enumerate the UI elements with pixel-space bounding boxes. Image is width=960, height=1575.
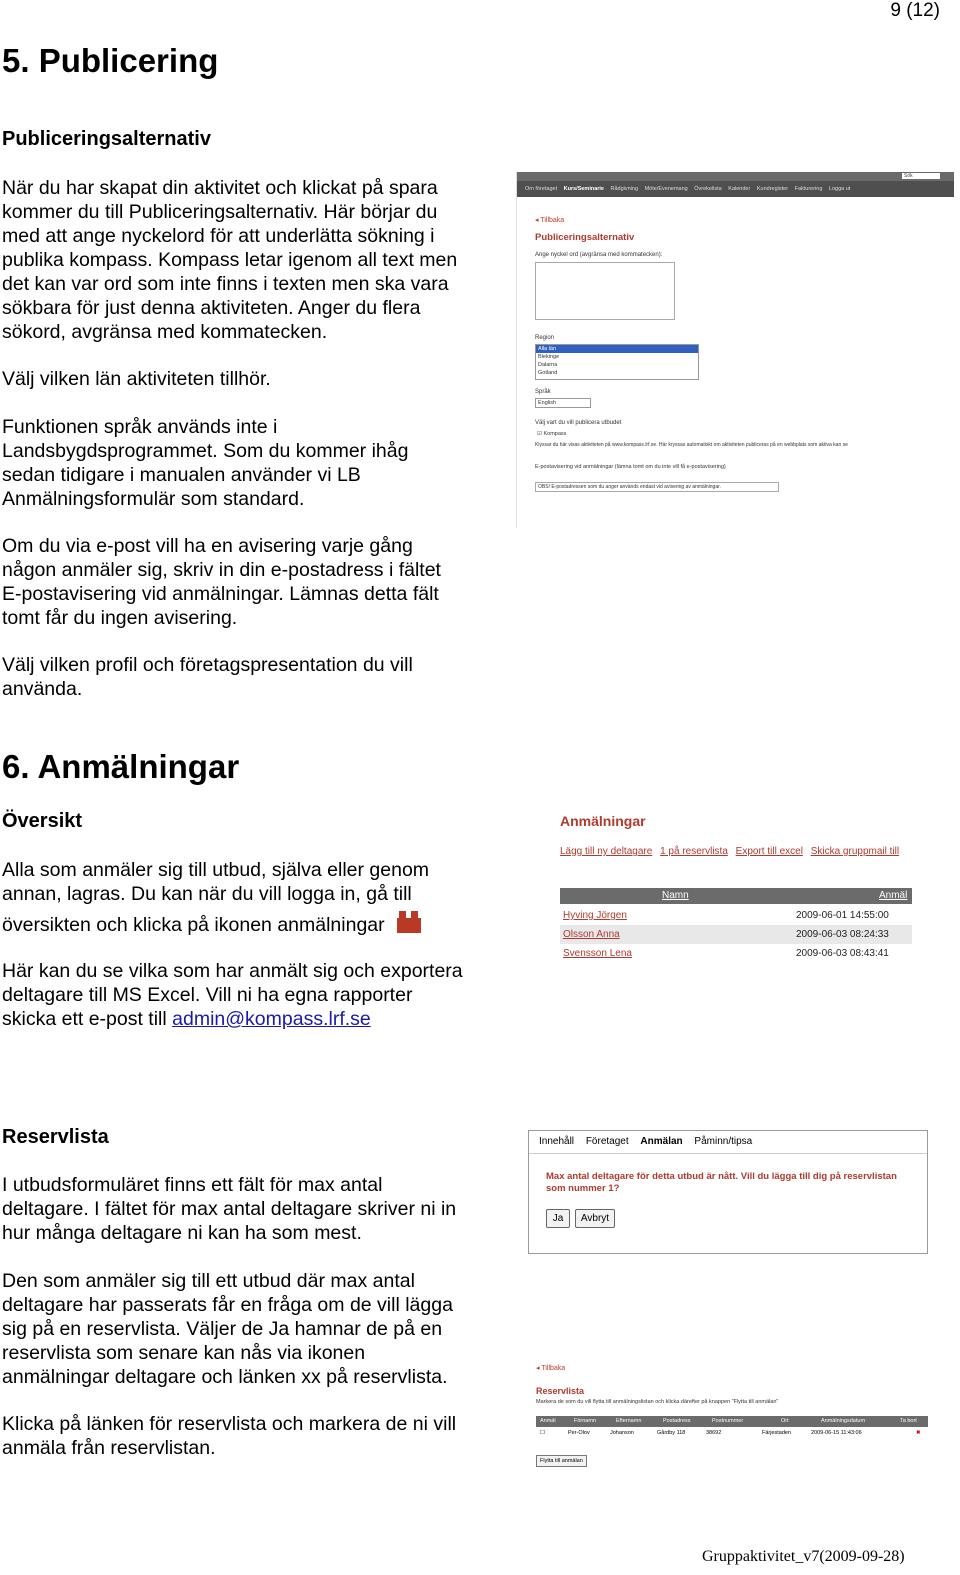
menu-item[interactable]: Om företaget xyxy=(525,186,558,192)
registration-date: 2009-06-03 08:43:41 xyxy=(796,948,889,959)
section-heading-anmalningar: 6. Anmälningar xyxy=(2,748,240,785)
column-header: Ta bort xyxy=(900,1418,917,1424)
column-header: Anmäl xyxy=(540,1418,556,1424)
cell: Färjestaden xyxy=(762,1430,792,1436)
text-line: anmälningar deltagare och länken xx på reservlista. xyxy=(2,1366,448,1388)
text-line: Om du via e-post vill ha en avisering varje gång xyxy=(2,535,413,557)
screenshot-publiceringsalternativ xyxy=(516,172,954,528)
text-line: anmäla från reservlistan. xyxy=(2,1437,216,1459)
admin-email-link[interactable]: admin@kompass.lrf.se xyxy=(172,1008,371,1030)
text-line: När du har skapat din aktivitet och klickat på spara xyxy=(2,177,438,199)
region-option[interactable]: Dalarna xyxy=(538,362,558,368)
screenshot-reserve-prompt xyxy=(528,1130,928,1254)
paragraph-overview xyxy=(2,858,429,937)
table-row xyxy=(560,925,912,944)
remove-icon[interactable]: ✖ xyxy=(916,1430,921,1436)
text-line: sig på en reservlista. Väljer de Ja hamnar de på en xyxy=(2,1318,443,1340)
text-line: Funktionen språk används inte i xyxy=(2,416,278,438)
table-row xyxy=(560,906,912,925)
registration-date: 2009-06-01 14:55:00 xyxy=(796,910,889,921)
paragraph-region xyxy=(2,367,271,391)
email-field[interactable]: OBS! E-postadressen som du anger används endast vid avisering av anmälningar. xyxy=(535,482,779,492)
back-link[interactable]: ◂ Tillbaka xyxy=(535,217,565,224)
language-select[interactable]: English xyxy=(535,398,591,408)
menu-item[interactable]: Rådgivning xyxy=(610,186,639,192)
region-list[interactable] xyxy=(535,344,699,380)
menu-item[interactable]: Kundregister xyxy=(756,186,789,192)
action-links xyxy=(560,846,904,857)
paragraph-export xyxy=(2,959,463,1031)
keywords-label: Ange nyckel ord (avgränsa med kommatecken): xyxy=(535,252,663,258)
region-option-selected[interactable]: Alla län xyxy=(536,345,698,353)
participant-name-link[interactable]: Hyving Jörgen xyxy=(563,910,627,921)
section-heading-publicering: 5. Publicering xyxy=(2,42,219,79)
paragraph-profile xyxy=(2,653,413,701)
subheading-reservlista: Reservlista xyxy=(2,1126,109,1148)
language-label: Språk xyxy=(535,389,551,395)
text-line: använda. xyxy=(2,678,83,700)
text-line: någon anmäler sig, skriv in din e-postadress i fältet xyxy=(2,559,441,581)
table-header xyxy=(560,888,912,904)
paragraph-max-participants xyxy=(2,1173,456,1245)
screenshot-reservlista xyxy=(530,1360,928,1470)
table-row xyxy=(560,944,912,963)
publish-option: Kompass xyxy=(543,431,567,437)
subheading-publiceringsalternativ: Publiceringsalternativ xyxy=(2,128,211,150)
cell: Johanson xyxy=(610,1430,634,1436)
publish-note: Klyssar du här visas aktiviteten på www.kompass.lrf.se. Här kryssas automatiskt om aktiviteten publiceras på en webbplats som aktiva kan se xyxy=(535,442,848,448)
select-checkbox[interactable]: ☐ xyxy=(540,1430,545,1436)
cell: Per-Olov xyxy=(568,1430,590,1436)
region-label: Region xyxy=(535,335,555,341)
subheading-oversikt: Översikt xyxy=(2,810,83,832)
region-option[interactable]: Blekinge xyxy=(538,354,560,360)
menu-item[interactable]: Övrekelista xyxy=(694,186,722,192)
publish-checkbox[interactable]: ☑ Kompass xyxy=(537,431,567,437)
text-line: Klicka på länken för reservlista och markera de ni vill xyxy=(2,1413,457,1435)
table-header xyxy=(536,1416,928,1427)
paragraph-keywords xyxy=(2,176,457,344)
text-line: översikten och klicka på ikonen anmälningar xyxy=(2,914,385,936)
paragraph-language xyxy=(2,415,408,511)
column-header[interactable]: Anmälningsdatum xyxy=(821,1418,866,1424)
text-line: Alla som anmäler sig till utbud, själva eller genom xyxy=(2,859,430,881)
column-header[interactable]: Postnummer xyxy=(712,1418,744,1424)
text-line: det kan var ord som inte finns i texten men ska vara xyxy=(2,273,449,295)
column-header[interactable]: Ort xyxy=(781,1418,789,1424)
back-link[interactable]: ◂ Tillbaka xyxy=(536,1365,566,1372)
column-header[interactable]: Förnamn xyxy=(574,1418,597,1424)
text-line: sökbara för just denna aktiviteten. Anger du flera xyxy=(2,297,421,319)
text-line: publika kompass. Kompass letar igenom all text men xyxy=(2,249,458,271)
keywords-textarea[interactable] xyxy=(535,262,675,320)
text-line: deltagare. I fältet för max antal deltagare skriver ni in xyxy=(2,1198,457,1220)
export-excel-link[interactable]: Export till excel xyxy=(735,846,803,857)
instruction-note: Markera de som du vill flytta till anmälningslistan och klicka därefter på knappen "Flytta till anmälan" xyxy=(536,1399,779,1405)
paragraph-move-from-reserve xyxy=(2,1412,456,1460)
top-bar xyxy=(517,172,954,181)
text-line: sökord, avgränsa med kommatecken. xyxy=(2,321,328,343)
text-line: deltagare till MS Excel. Vill ni ha egna rapporter xyxy=(2,984,413,1006)
text-line: sedan tidigare i manualen använder vi LB xyxy=(2,464,361,486)
text-line: Här kan du se vilka som har anmält sig och exportera xyxy=(2,960,463,982)
text-line: Den som anmäler sig till ett utbud där max antal xyxy=(2,1270,415,1292)
menu-item[interactable]: Fakturering xyxy=(794,186,823,192)
text-line: Landsbygdsprogrammet. Som du kommer ihåg xyxy=(2,440,409,462)
table-row xyxy=(536,1428,928,1439)
cell: 38692 xyxy=(706,1430,722,1436)
move-to-registration-button[interactable]: Flytta till anmälan xyxy=(536,1455,587,1467)
tab-paminn-tipsa[interactable]: Påminn/tipsa xyxy=(694,1136,753,1147)
page-number: 9 (12) xyxy=(890,0,940,21)
main-menu xyxy=(517,181,954,197)
reserve-list-link[interactable]: 1 på reservlista xyxy=(660,846,728,857)
text-line: I utbudsformuläret finns ett fält för max antal xyxy=(2,1174,383,1196)
search-field[interactable]: Sök xyxy=(902,173,940,179)
text-line-with-icon xyxy=(2,910,429,937)
tab-bar xyxy=(529,1131,928,1154)
text-line: Välj vilken profil och företagspresentation du vill xyxy=(2,654,413,676)
participant-name-link[interactable]: Svensson Lena xyxy=(563,948,632,959)
screenshot-title: Publiceringsalternativ xyxy=(535,232,635,243)
text-fragment: skicka ett e-post till xyxy=(2,1008,173,1030)
yes-button[interactable]: Ja xyxy=(546,1209,570,1228)
email-label: E-postavisering vid anmälningar (lämna tomt om du inte vill få e-postavisering) xyxy=(535,464,726,470)
paragraph-email-notification xyxy=(2,534,441,630)
text-line: med att ange nyckelord för att underlätta sökning i xyxy=(2,225,435,247)
tab-foretaget[interactable]: Företaget xyxy=(585,1136,629,1147)
text-line: hur många deltagare ni kan ha som mest. xyxy=(2,1222,362,1244)
column-header[interactable]: Efternamn xyxy=(616,1418,642,1424)
footer-version: Gruppaktivitet_v7(2009-09-28) xyxy=(702,1548,905,1565)
column-header[interactable]: Postadress xyxy=(663,1418,691,1424)
cancel-button[interactable]: Avbryt xyxy=(575,1209,615,1228)
screenshot-title: Reservlista xyxy=(536,1386,585,1396)
publish-label: Välj vart du vill publicera utbudet xyxy=(535,420,622,426)
max-participants-message: Max antal deltagare för detta utbud är nått. Vill du lägga till dig på reservlistan som nummer 1? xyxy=(546,1171,897,1194)
screenshot-title: Anmälningar xyxy=(560,813,646,829)
text-line: tomt får du ingen avisering. xyxy=(2,607,238,629)
menu-item[interactable]: Kalender xyxy=(728,186,751,192)
column-header-date[interactable]: Anmäl xyxy=(879,890,908,901)
screenshot-anmalningar xyxy=(556,806,912,966)
menu-item-active[interactable]: Kurs/Seminarie xyxy=(563,186,604,192)
text-line: kommer du till Publiceringsalternativ. Här börjar du xyxy=(2,201,438,223)
registration-date: 2009-06-03 08:24:33 xyxy=(796,929,889,940)
tab-innehall[interactable]: Innehåll xyxy=(539,1136,575,1147)
text-line xyxy=(2,1007,463,1031)
text-line: reservlista som senare kan nås via ikonen xyxy=(2,1342,366,1364)
text-line: Anmälningsformulär som standard. xyxy=(2,488,305,510)
menu-item[interactable]: Möte/Evenemang xyxy=(644,186,688,192)
cell: 2009-06-15 11:43:06 xyxy=(811,1430,862,1436)
text-line: Välj vilken län aktiviteten tillhör. xyxy=(2,368,271,390)
tab-anmalan[interactable]: Anmälan xyxy=(640,1136,683,1147)
cell: Gårdby 118 xyxy=(657,1430,686,1436)
text-line: E-postavisering vid anmälningar. Lämnas detta fält xyxy=(2,583,439,605)
menu-item[interactable]: Logga ut xyxy=(828,186,851,192)
column-header-name[interactable]: Namn xyxy=(662,890,689,901)
text-line: annan, lagras. Du kan när du vill logga in, gå till xyxy=(2,883,412,905)
add-participant-link[interactable]: Lägg till ny deltagare xyxy=(560,846,653,857)
paragraph-reserve-list xyxy=(2,1269,453,1389)
region-option[interactable]: Gotland xyxy=(538,370,558,376)
registrations-icon[interactable] xyxy=(396,910,422,934)
participant-name-link[interactable]: Olsson Anna xyxy=(563,929,620,940)
group-mail-link[interactable]: Skicka gruppmail till xyxy=(810,846,900,857)
text-line: deltagare har passerats får en fråga om de vill lägga xyxy=(2,1294,453,1316)
